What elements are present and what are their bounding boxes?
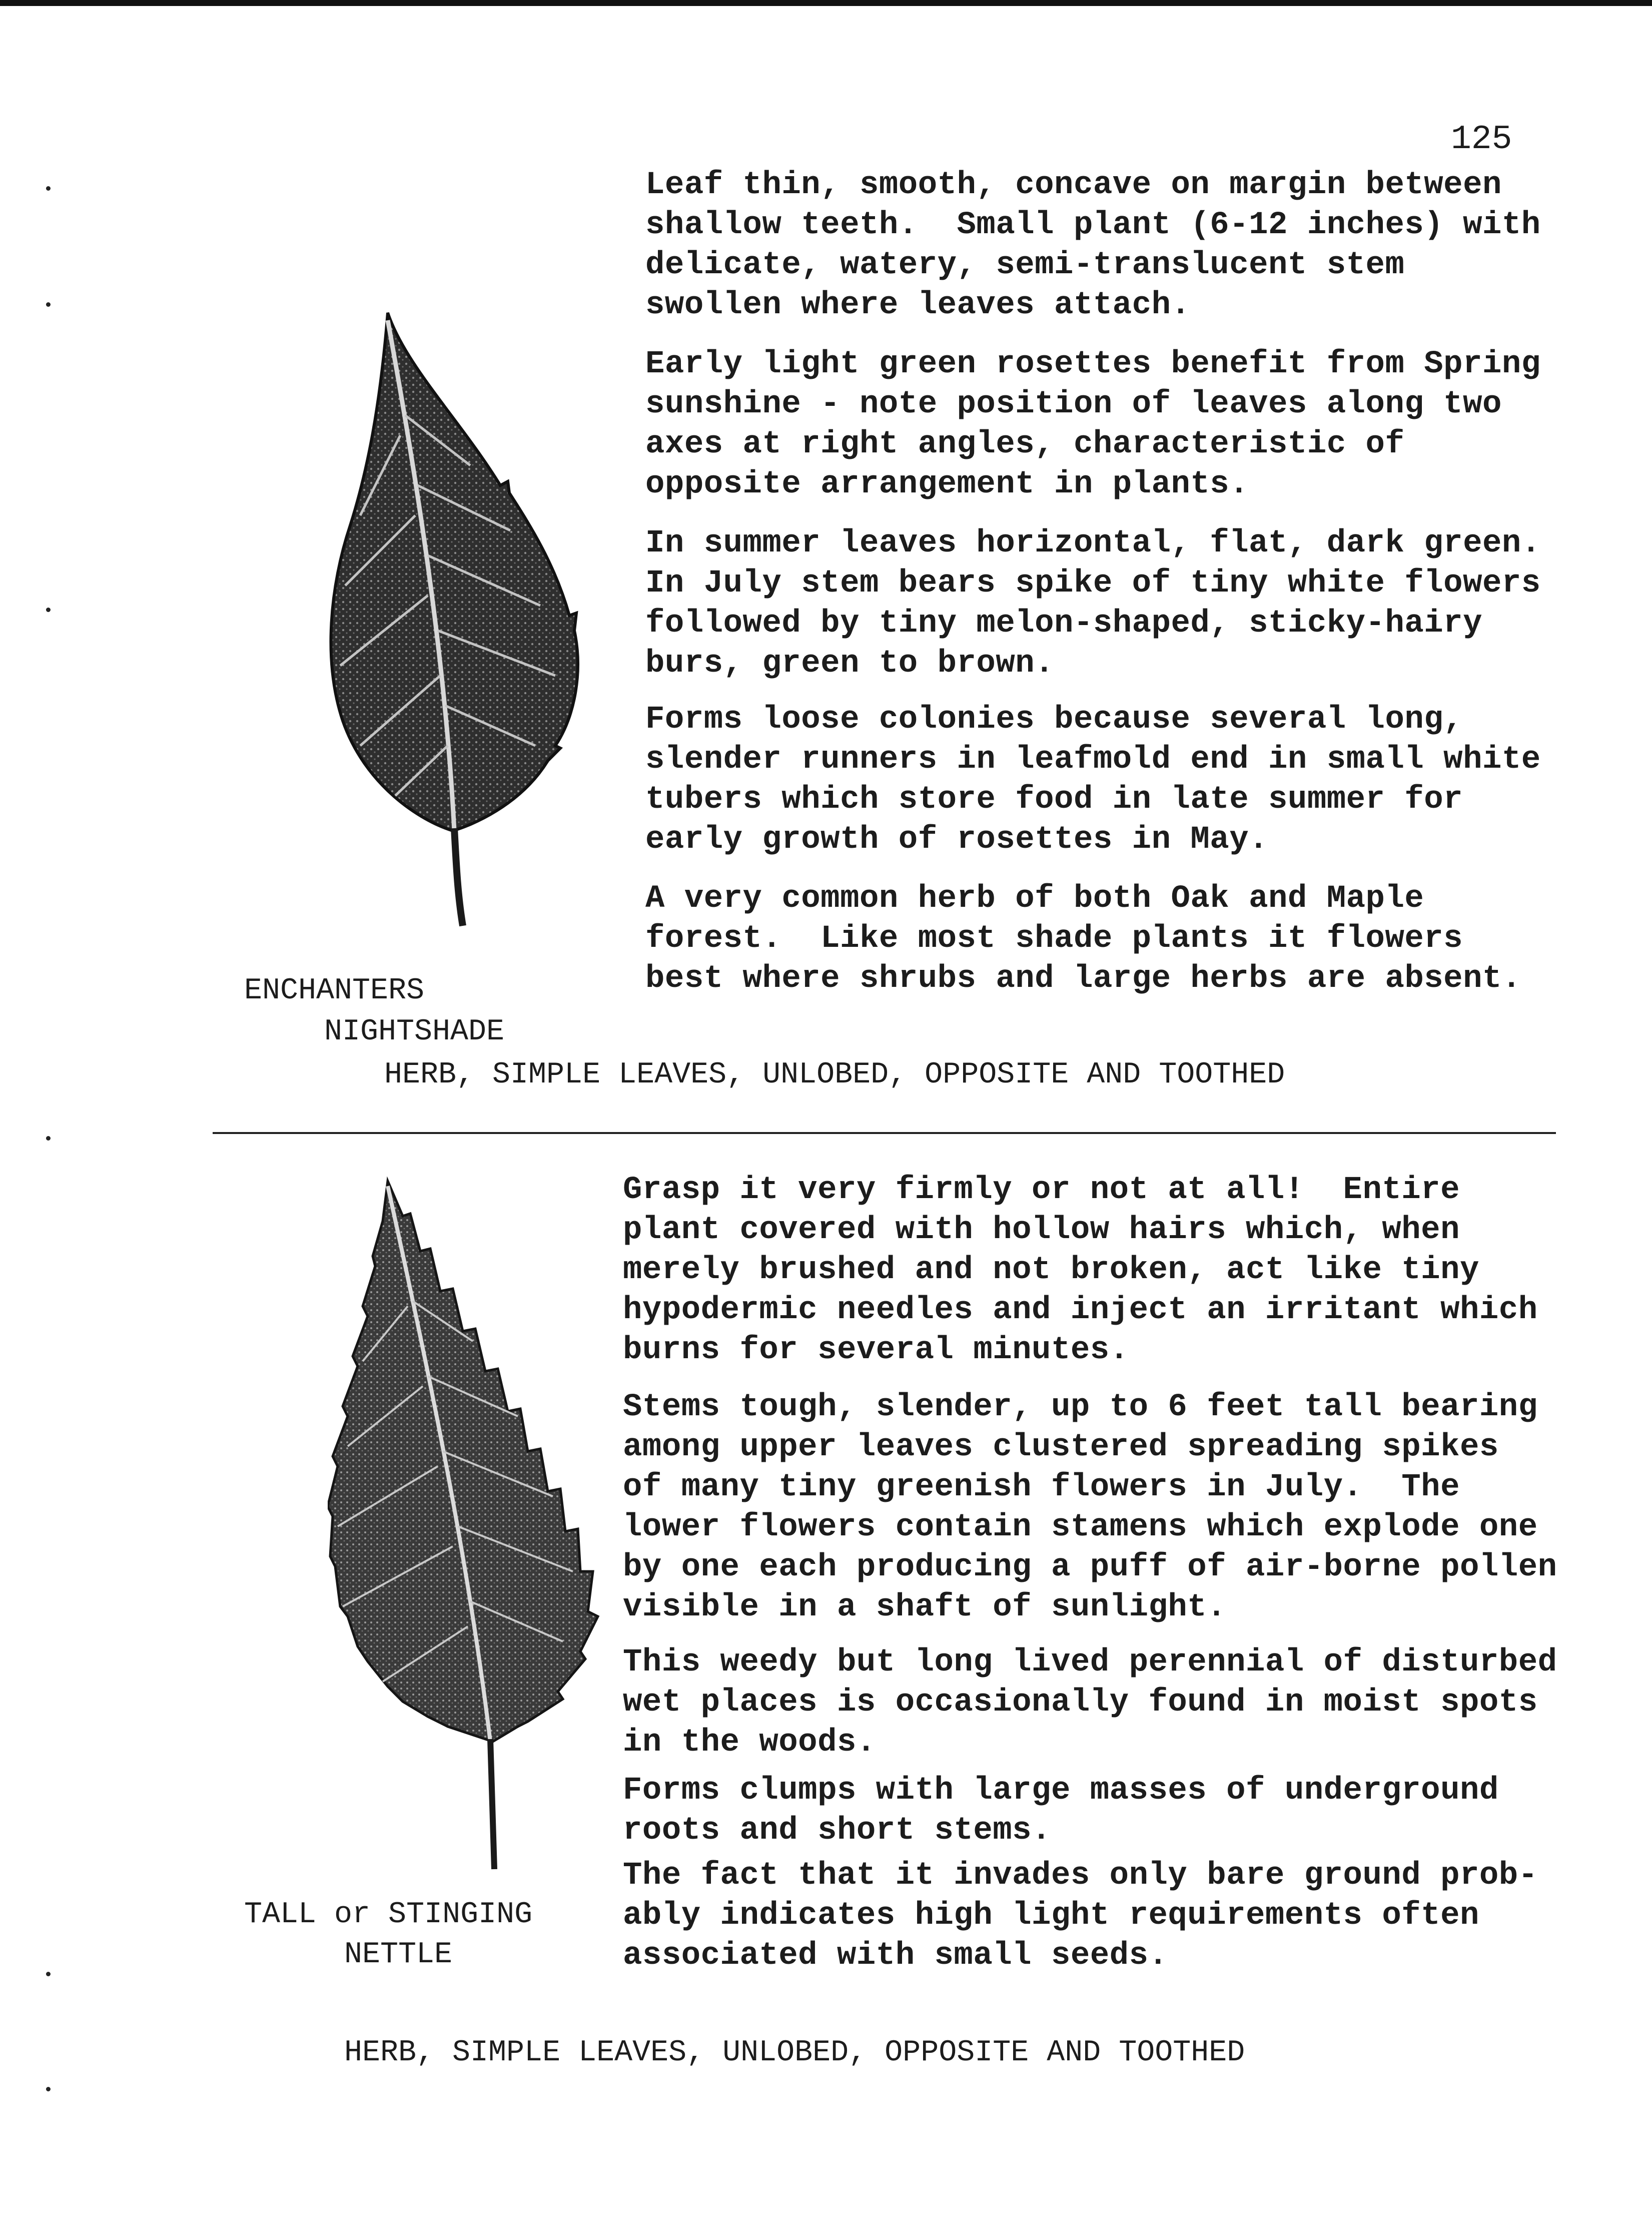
description-paragraph: roots and short stems. (623, 1813, 1051, 1849)
description-paragraph: by one each producing a puff of air-borne pollen (623, 1549, 1557, 1585)
plant-name: NETTLE (344, 1938, 453, 1972)
margin-dot (46, 186, 51, 191)
description-paragraph: ably indicates high light requirements often (623, 1898, 1479, 1934)
description-paragraph: Grasp it very firmly or not at all! Entire (623, 1172, 1460, 1208)
margin-dot (46, 1972, 51, 1976)
description-paragraph: in the woods. (623, 1725, 876, 1761)
description-paragraph: visible in a shaft of sunlight. (623, 1589, 1227, 1625)
enchanters-nightshade-leaf-print (320, 305, 600, 931)
description-paragraph: early growth of rosettes in May. (645, 822, 1268, 858)
margin-dot (46, 1136, 51, 1141)
page-number: 125 (1451, 120, 1512, 159)
description-paragraph: best where shrubs and large herbs are absent. (645, 961, 1521, 997)
description-paragraph: forest. Like most shade plants it flowers (645, 921, 1463, 957)
description-paragraph: followed by tiny melon-shaped, sticky-hairy (645, 606, 1482, 642)
description-paragraph: Forms loose colonies because several long, (645, 702, 1463, 738)
description-paragraph: The fact that it invades only bare ground prob- (623, 1858, 1538, 1894)
description-paragraph: Early light green rosettes benefit from Spring (645, 346, 1541, 382)
description-paragraph: among upper leaves clustered spreading spikes (623, 1429, 1499, 1465)
plant-name: ENCHANTERS (244, 974, 425, 1008)
description-paragraph: sunshine - note position of leaves along two (645, 386, 1502, 422)
description-paragraph: delicate, watery, semi-translucent stem (645, 247, 1405, 283)
description-paragraph: Stems tough, slender, up to 6 feet tall bearing (623, 1389, 1538, 1425)
stinging-nettle-leaf-print (328, 1176, 608, 1872)
description-paragraph: associated with small seeds. (623, 1938, 1168, 1974)
description-paragraph: slender runners in leafmold end in small white (645, 742, 1541, 778)
description-paragraph: shallow teeth. Small plant (6-12 inches) with (645, 207, 1541, 243)
description-paragraph: plant covered with hollow hairs which, when (623, 1212, 1460, 1248)
page-top-border (0, 0, 1652, 6)
classification-caption: HERB, SIMPLE LEAVES, UNLOBED, OPPOSITE AND TOOTHED (384, 1058, 1285, 1092)
description-paragraph: swollen where leaves attach. (645, 287, 1191, 323)
description-paragraph: A very common herb of both Oak and Maple (645, 881, 1424, 917)
description-paragraph: In July stem bears spike of tiny white flowers (645, 566, 1541, 602)
description-paragraph: merely brushed and not broken, act like tiny (623, 1252, 1479, 1288)
classification-caption: HERB, SIMPLE LEAVES, UNLOBED, OPPOSITE AND TOOTHED (344, 2036, 1245, 2070)
description-paragraph: tubers which store food in late summer for (645, 782, 1463, 818)
description-paragraph: Forms clumps with large masses of underground (623, 1773, 1499, 1809)
description-paragraph: wet places is occasionally found in moist spots (623, 1685, 1538, 1721)
description-paragraph: burns for several minutes. (623, 1332, 1129, 1368)
description-paragraph: lower flowers contain stamens which explode one (623, 1509, 1538, 1545)
margin-dot (46, 2087, 51, 2091)
plant-name: TALL or STINGING (244, 1898, 533, 1932)
description-paragraph: opposite arrangement in plants. (645, 466, 1249, 502)
description-paragraph: This weedy but long lived perennial of disturbed (623, 1644, 1557, 1681)
description-paragraph: burs, green to brown. (645, 646, 1055, 682)
description-paragraph: In summer leaves horizontal, flat, dark green. (645, 525, 1541, 562)
plant-name: NIGHTSHADE (324, 1015, 505, 1049)
description-paragraph: of many tiny greenish flowers in July. The (623, 1469, 1460, 1505)
margin-dot (46, 608, 51, 612)
margin-dot (46, 302, 51, 307)
description-paragraph: hypodermic needles and inject an irritant which (623, 1292, 1538, 1328)
description-paragraph: Leaf thin, smooth, concave on margin between (645, 167, 1502, 203)
description-paragraph: axes at right angles, characteristic of (645, 426, 1405, 462)
section-divider (213, 1132, 1556, 1134)
